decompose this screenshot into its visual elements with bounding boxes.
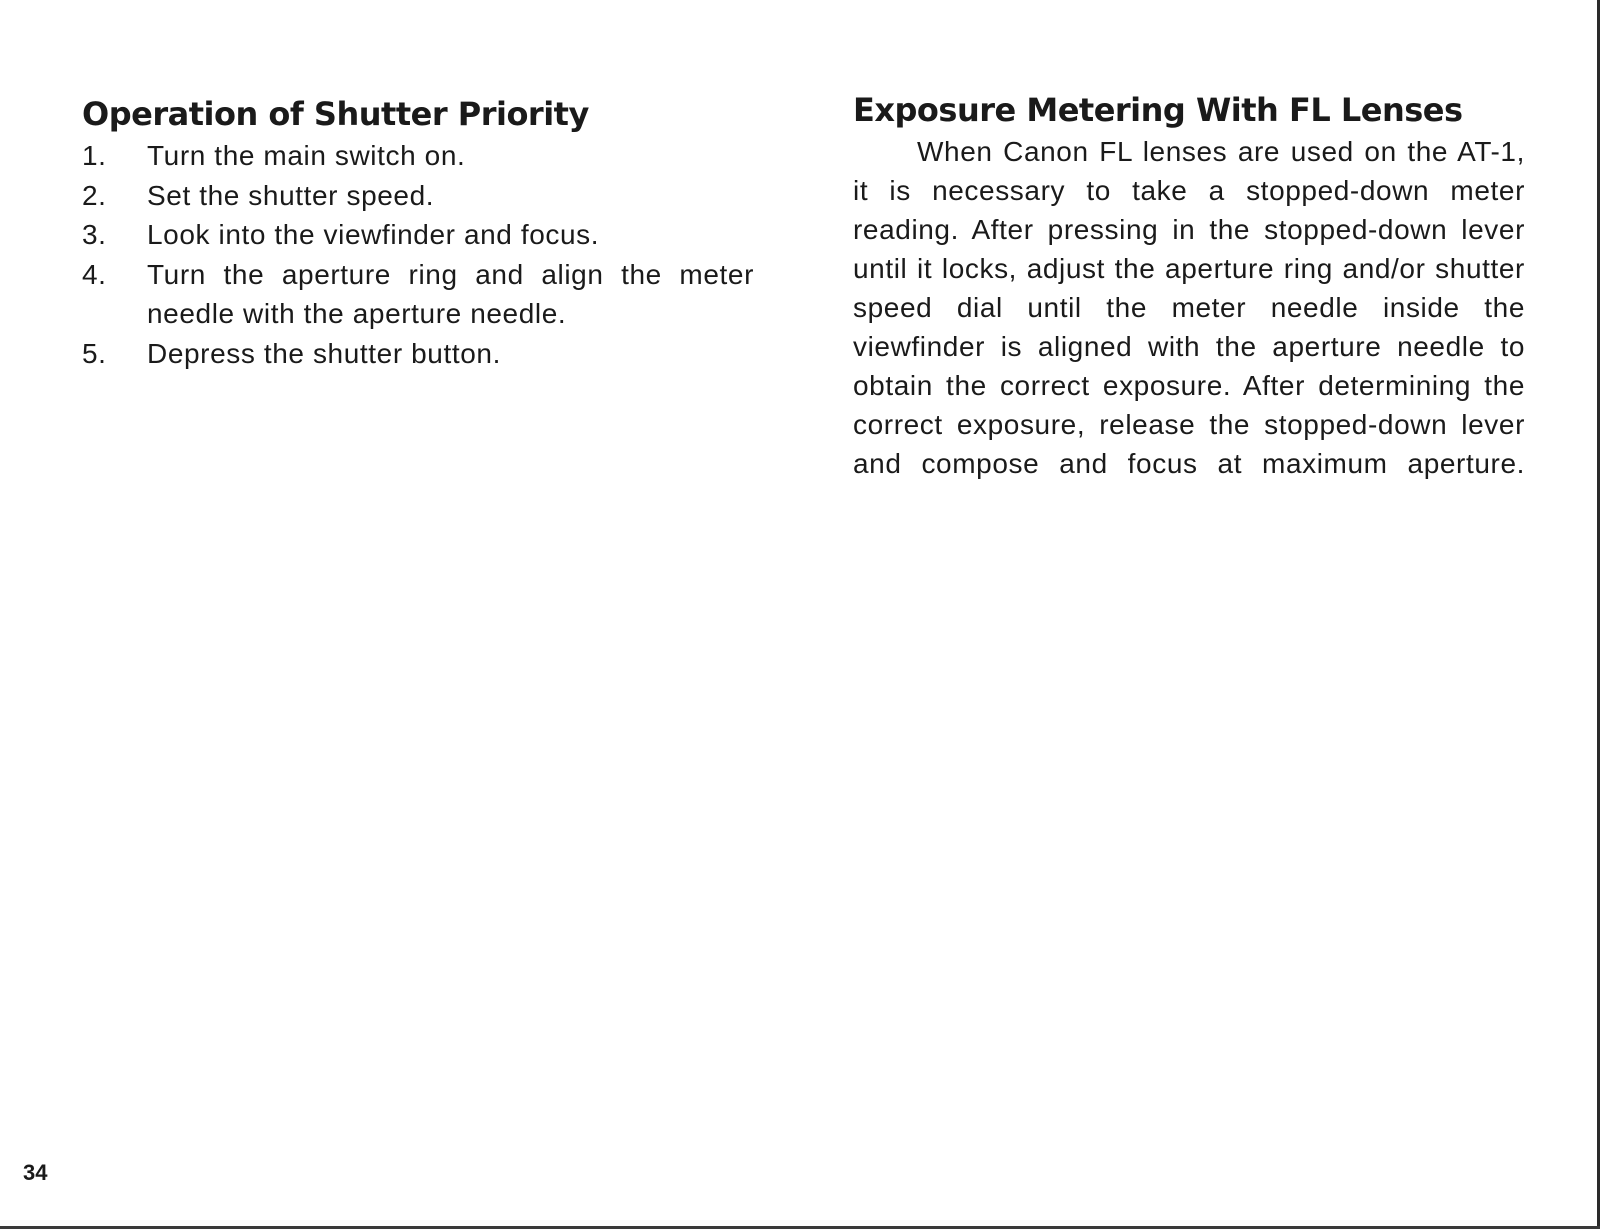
step-text: Turn the main switch on. <box>147 140 466 171</box>
page-number: 34 <box>23 1160 48 1185</box>
step-text: Depress the shutter button. <box>147 337 501 369</box>
section-heading: Operation of Shutter Priority <box>82 95 589 133</box>
step-number: 2. <box>82 179 107 211</box>
step-number: 5. <box>82 337 107 369</box>
list-item <box>82 215 754 255</box>
step-text: Look into the viewfinder and focus. <box>147 219 600 250</box>
step-number: 4. <box>82 258 107 290</box>
section-heading: Exposure Metering With FL Lenses <box>853 91 1463 129</box>
shutter-priority-section <box>82 92 754 373</box>
fl-lens-metering-section <box>853 88 1525 483</box>
step-number: 3. <box>82 219 107 250</box>
list-item <box>82 334 754 374</box>
list-item <box>82 176 754 216</box>
list-item <box>82 136 754 176</box>
step-text: Set the shutter speed. <box>147 179 435 211</box>
step-number: 1. <box>82 140 107 171</box>
list-item <box>82 255 754 334</box>
step-text: Turn the aperture ring and align the meter needle with the aperture needle. <box>147 258 754 329</box>
steps-list <box>82 136 754 373</box>
body-paragraph: When Canon FL lenses are used on the AT-1, it is necessary to take a stopped-down meter reading. After pressing in the stopped-down lever until it locks, adjust the aperture ring and/or shutter speed dial until the meter needle inside the viewfinder is aligned with the aperture needle to obtain the correct exposure. After determining the correct exposure, release the stopped-down lever and compose and focus at maximum aperture. <box>853 136 1525 479</box>
